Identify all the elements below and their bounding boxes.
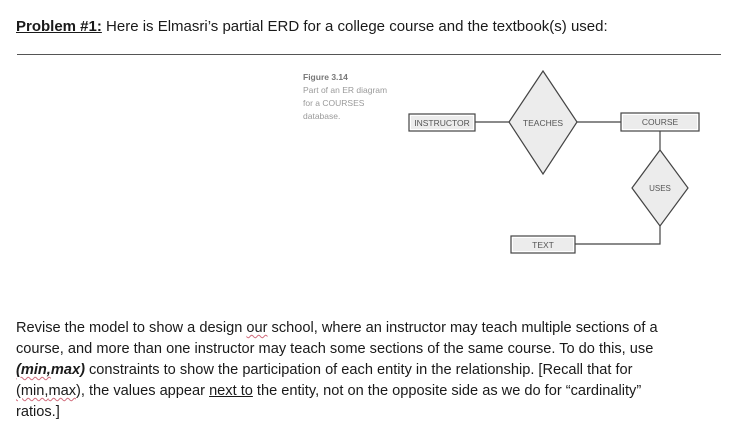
word-our-spellcheck: our — [246, 320, 268, 336]
text-segment: constraints to show the participation of each entity in the relationship. [Recall that for — [84, 362, 633, 378]
min-bold-text: (min, — [16, 362, 51, 378]
max-bold-text: max) — [50, 362, 85, 378]
paragraph-line-5: ratios.] — [16, 404, 60, 420]
instructor-label: INSTRUCTOR — [414, 118, 470, 128]
course-label: COURSE — [641, 117, 679, 127]
paragraph-line-4 — [16, 381, 736, 402]
uses-relationship — [632, 150, 688, 226]
figure-caption-line-1: Figure 3.14 — [303, 72, 348, 82]
link-uses-text — [575, 226, 660, 244]
paragraph-line-3 — [16, 360, 736, 381]
problem-label: Problem #1: — [16, 18, 102, 35]
text-segment: the entity, not on the opposite side as we do for “cardinality” — [252, 383, 642, 399]
uses-label: USES — [649, 184, 671, 193]
teaches-relationship — [509, 71, 577, 174]
text-segment: school, where an instructor may teach multiple sections of a — [267, 320, 658, 336]
text-segment: Revise the model to show a design — [16, 320, 247, 336]
figure-caption-line-2: Part of an ER diagram — [303, 85, 388, 95]
paragraph-line-1 — [16, 318, 736, 339]
text-entity — [511, 236, 575, 253]
figure-caption-line-3: for a COURSES — [303, 98, 365, 108]
text-segment: ), the values appear — [76, 383, 210, 399]
max-text: max — [48, 383, 77, 399]
paragraph-line-2: course, and more than one instructor may teach some sections of the same course. To do this, use — [16, 341, 654, 357]
text-label: TEXT — [532, 240, 554, 250]
instructor-entity — [409, 114, 475, 131]
next-to-underlined: next to — [209, 383, 253, 399]
course-entity — [621, 113, 699, 131]
min-text: (min, — [16, 383, 49, 399]
figure-caption-line-4: database. — [303, 111, 341, 121]
teaches-label: TEACHES — [522, 118, 564, 128]
instructions-paragraph — [16, 318, 736, 423]
problem-text: Here is Elmasri’s partial ERD for a college course and the textbook(s) used: — [101, 18, 608, 35]
